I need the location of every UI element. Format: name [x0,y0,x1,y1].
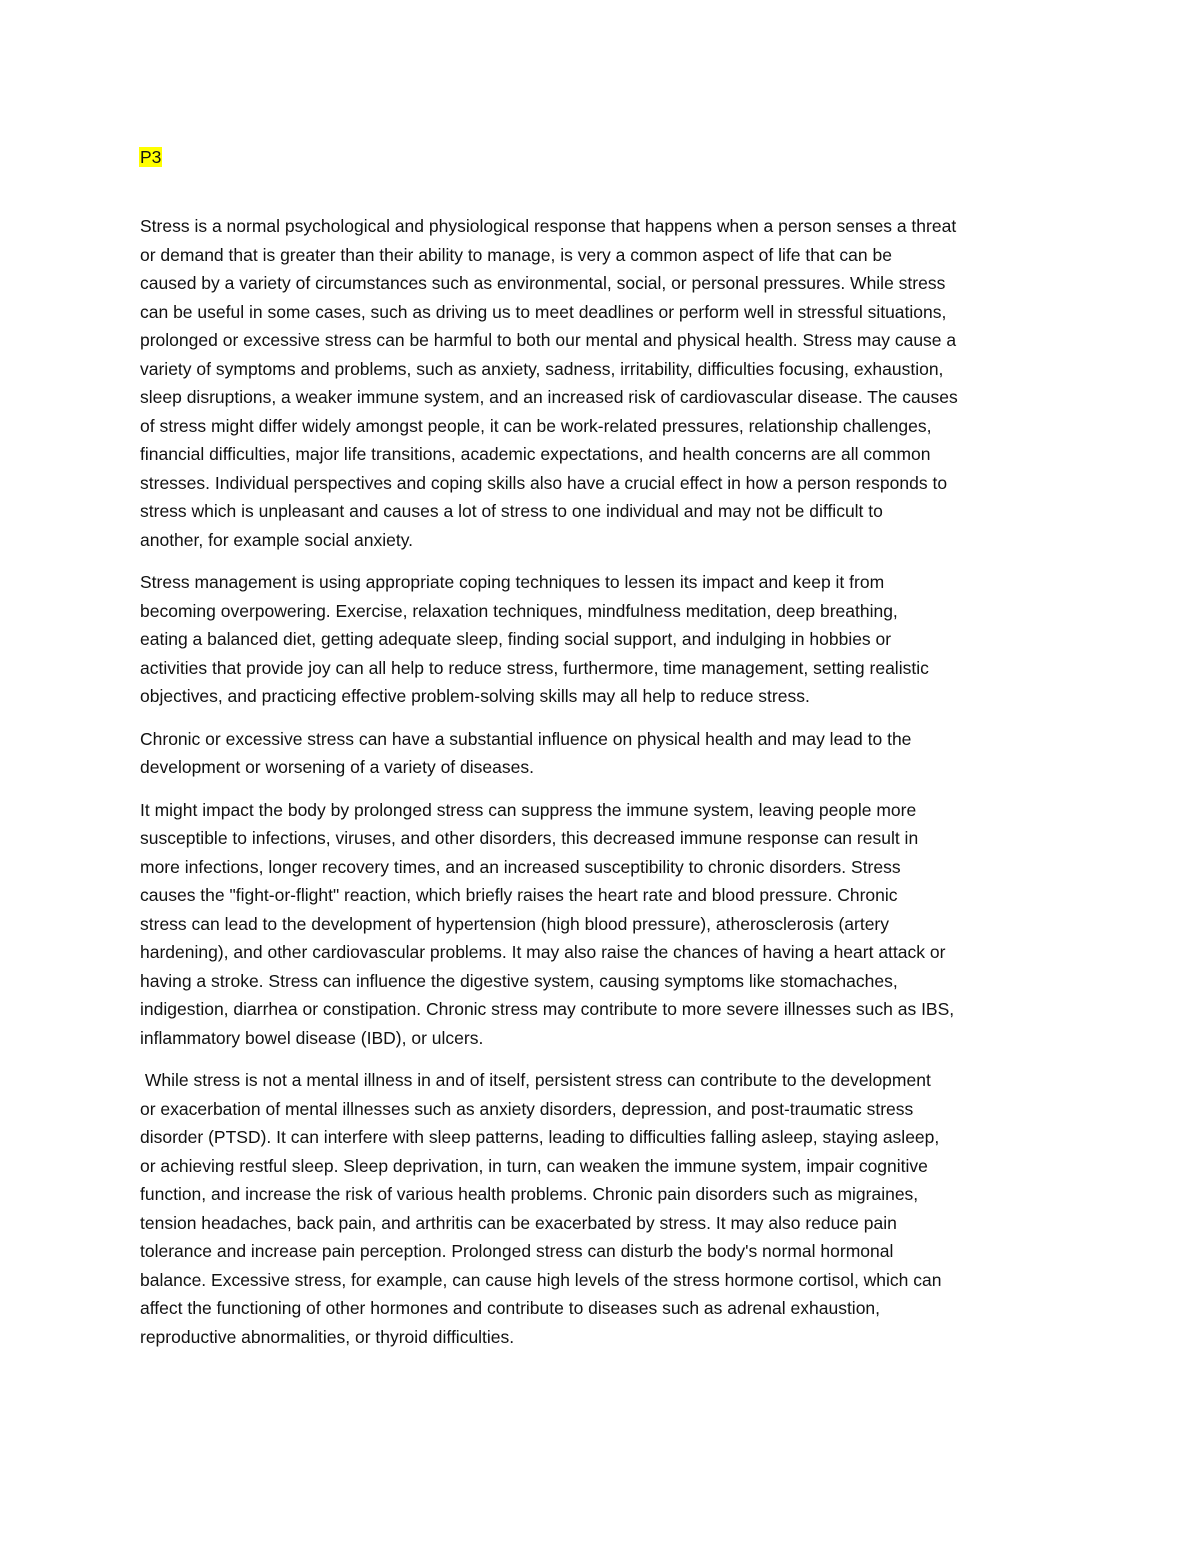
paragraph-physical-effects: It might impact the body by prolonged stress can suppress the immune system, leaving people more susceptible to infections, viruses, and other disorders, this decreased immune response can result in more infections, longer recovery times, and an increased susceptibility to chronic disorders. Stress causes the "fight-or-flight" reaction, which briefly raises the heart rate and blood pressure. Chronic stress can lead to the development of hypertension (high blood pressure), atherosclerosis (artery hardening), and other cardiovascular problems. It may also raise the chances of having a heart attack or having a stroke. Stress can influence the digestive system, causing symptoms like stomachaches, indigestion, diarrhea or constipation. Chronic stress may contribute to more severe illnesses such as IBS, inflammatory bowel disease (IBD), or ulcers. [140,799,955,1048]
highlighted-label-text: P3 [140,147,162,167]
document-body [140,212,1075,1365]
paragraph-stress-management: Stress management is using appropriate coping techniques to lessen its impact and keep it from becoming overpowering. Exercise, relaxation techniques, mindfulness meditation, deep breathing, eating a balanced diet, getting adequate sleep, finding social support, and indulging in hobbies or activities that provide joy can all help to reduce stress, furthermore, time management, setting realistic objectives, and practicing effective problem-solving skills may all help to reduce stress. [140,572,929,706]
paragraph-mental-effects: While stress is not a mental illness in and of itself, persistent stress can contribute to the development or exacerbation of mental illnesses such as anxiety disorders, depression, and post-traumatic stress disorder (PTSD). It can interfere with sleep patterns, leading to difficulties falling asleep, staying asleep, or achieving restful sleep. Sleep deprivation, in turn, can weaken the immune system, impair cognitive function, and increase the risk of various health problems. Chronic pain disorders such as migraines, tension headaches, back pain, and arthritis can be exacerbated by stress. It may also reduce pain tolerance and increase pain perception. Prolonged stress can disturb the body's normal hormonal balance. Excessive stress, for example, can cause high levels of the stress hormone cortisol, which can affect the functioning of other hormones and contribute to diseases such as adrenal exhaustion, reproductive abnormalities, or thyroid difficulties. [140,1070,942,1347]
paragraph-chronic-stress-intro: Chronic or excessive stress can have a substantial influence on physical health and may lead to the development or worsening of a variety of diseases. [140,728,912,777]
paragraph-stress-definition: Stress is a normal psychological and physiological response that happens when a person senses a threat or demand that is greater than their ability to manage, is very a common aspect of life that can be caused by a variety of circumstances such as environmental, social, or personal pressures. While stress can be useful in some cases, such as driving us to meet deadlines or perform well in stressful situations, prolonged or excessive stress can be harmful to both our mental and physical health. Stress may cause a variety of symptoms and problems, such as anxiety, sadness, irritability, difficulties focusing, exhaustion, sleep disruptions, a weaker immune system, and an increased risk of cardiovascular disease. The causes of stress might differ widely amongst people, it can be work-related pressures, relationship challenges, financial difficulties, major life transitions, academic expectations, and health concerns are all common stresses. Individual perspectives and coping skills also have a crucial effect in how a person responds to stress which is unpleasant and causes a lot of stress to one individual and may not be difficult to another, for example social anxiety. [140,216,958,550]
section-label [139,143,162,172]
